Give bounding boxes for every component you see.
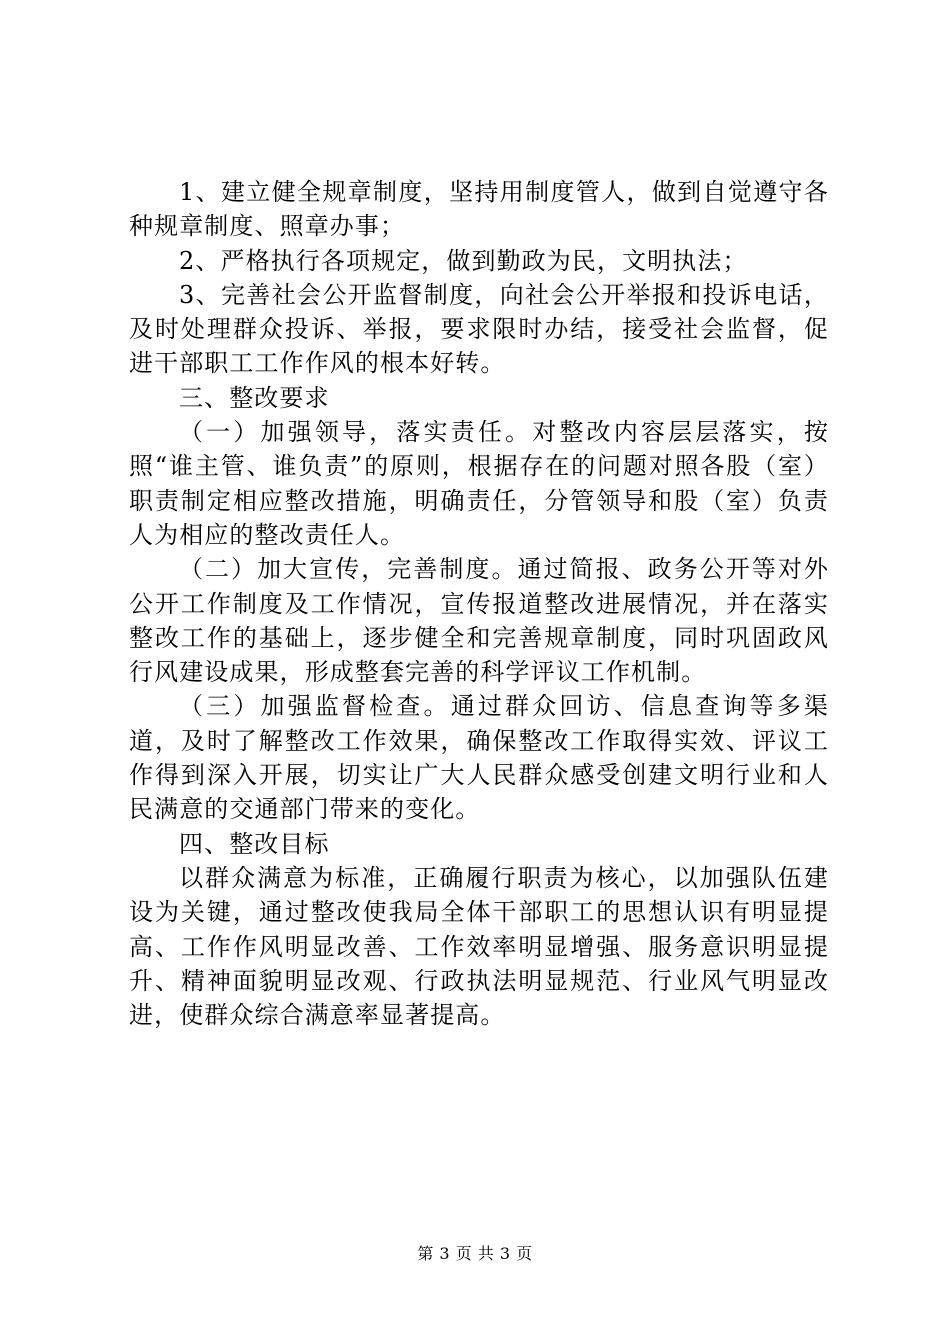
paragraph-goals: 以群众满意为标准，正确履行职责为核心，以加强队伍建设为关键，通过整改使我局全体干部职工的思想认识有明显提高、工作作风明显改善、工作效率明显增强、服务意识明显提升、精神面貌明显改观、行政执法明显规范、行业风气明显改进，使群众综合满意率显著提高。 [129, 863, 829, 1030]
document-body [129, 175, 829, 1032]
paragraph-inspection: （三）加强监督检查。通过群众回访、信息查询等多渠道，及时了解整改工作效果，确保整改工作取得实效、评议工作得到深入开展，切实让广大人民群众感受创建文明行业和人民满意的交通部门带来的变化。 [129, 692, 829, 824]
paragraph-leadership: （一）加强领导，落实责任。对整改内容层层落实，按照“谁主管、谁负责”的原则，根据存在的问题对照各股（室）职责制定相应整改措施，明确责任，分管领导和股（室）负责人为相应的整改责任人。 [129, 418, 829, 549]
paragraph-supervision: 3、完善社会公开监督制度，向社会公开举报和投诉电话，及时处理群众投诉、举报，要求限时办结，接受社会监督，促进干部职工工作作风的根本好转。 [129, 280, 829, 378]
section-heading-goals: 四、整改目标 [179, 829, 330, 858]
paragraph-publicity: （二）加大宣传，完善制度。通过简报、政务公开等对外公开工作制度及工作情况，宣传报道整改进展情况，并在落实整改工作的基础上，逐步健全和完善规章制度，同时巩固政风行风建设成果，形成整套完善的科学评议工作机制。 [129, 555, 829, 687]
page-number-footer: 第 3 页 共 3 页 [417, 1244, 533, 1263]
section-heading-requirements: 三、整改要求 [179, 383, 330, 412]
paragraph-regulations: 2、严格执行各项规定，做到勤政为民，文明执法； [179, 246, 748, 275]
paragraph-rules: 1、建立健全规章制度，坚持用制度管人，做到自觉遵守各种规章制度、照章办事； [129, 178, 829, 241]
